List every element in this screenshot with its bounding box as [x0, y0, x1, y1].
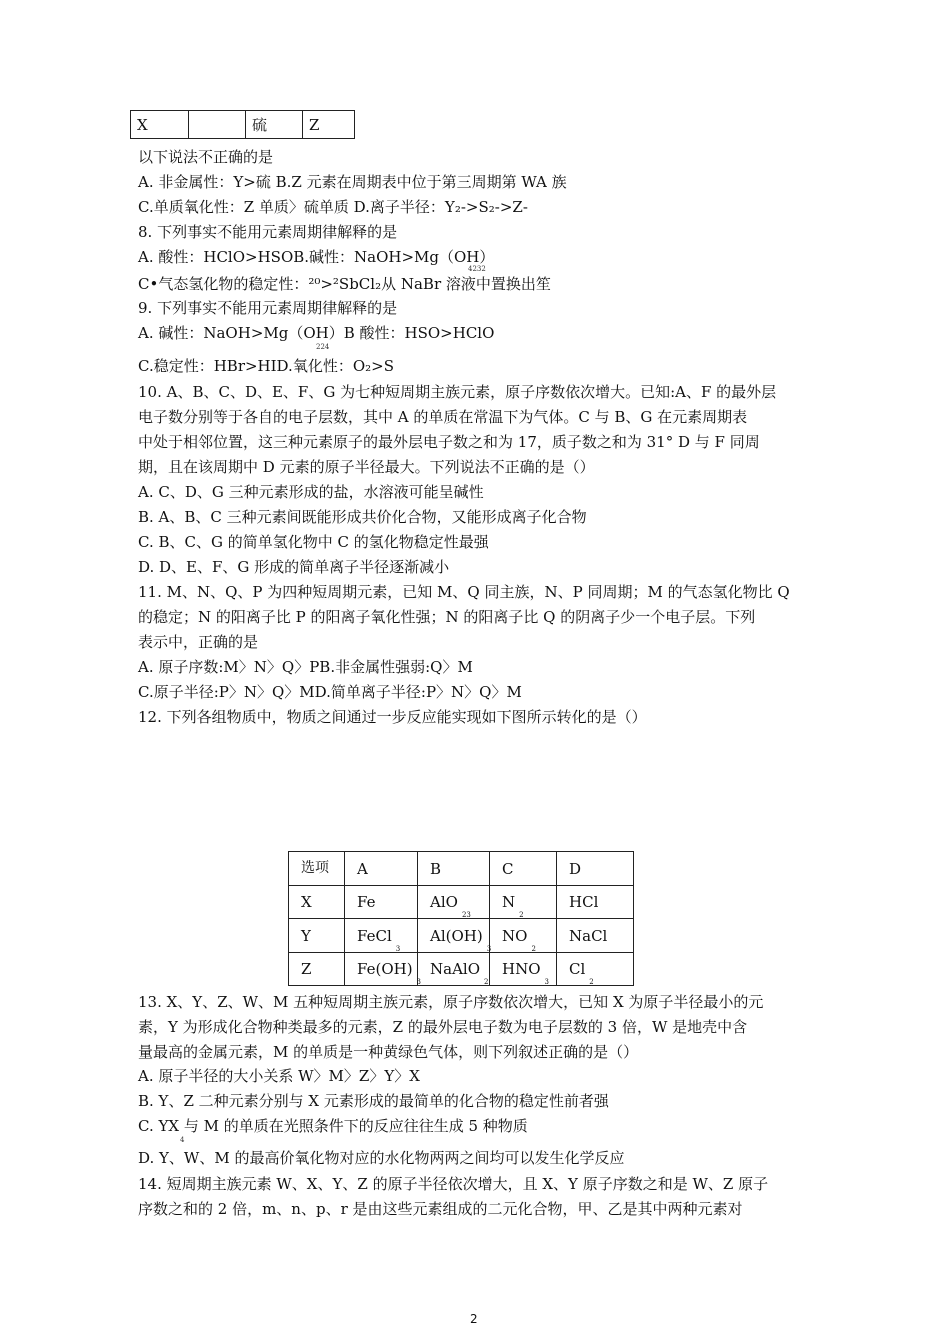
tiny-label: 4232 [468, 265, 486, 273]
table-cell: $N_2$ [490, 886, 557, 919]
text-line: C. YX 与 M 的单质在光照条件下的反应往往生成 5 种物质 [138, 1117, 528, 1135]
text-line: 14. 短周期主族元素 W、X、Y、Z 的原子半径依次增大，且 X、Y 原子序数之和是 W、Z 原子 [138, 1175, 769, 1193]
options-table [288, 851, 634, 986]
table-row [289, 919, 634, 953]
row-label: Y [289, 919, 345, 953]
text-line: C.稳定性：HBr>HID.氧化性：O₂>S [138, 357, 394, 375]
text-line: 12. 下列各组物质中，物质之间通过一步反应能实现如下图所示转化的是（） [138, 708, 647, 726]
text-line: 的稳定；N 的阳离子比 P 的阳离子氧化性强；N 的阳离子比 Q 的阴离子少一个电子层。下列 [138, 608, 756, 626]
table-cell: $HNO_3$ [490, 953, 557, 986]
text-line: A. 非金属性：Y>硫 B.Z 元素在周期表中位于第三周期第 WA 族 [138, 173, 567, 191]
text-line: A. 原子半径的大小关系 W〉M〉Z〉Y〉X [138, 1067, 420, 1085]
header-c: C [490, 852, 557, 886]
table-cell: $Fe(OH)_3$ [345, 953, 418, 986]
subscript: 3 [544, 978, 549, 986]
subscript: 2 [589, 978, 594, 986]
header-a: A [345, 852, 418, 886]
text-line: 8. 下列事实不能用元素周期律解释的是 [138, 223, 398, 241]
table-cell: $Cl_2$ [557, 953, 634, 986]
text-line: A. 碱性：NaOH>Mg（OH）B 酸性：HSO>HClO [138, 324, 495, 342]
cell-x: X [131, 111, 189, 139]
text-line: 序数之和的 2 倍，m、n、p、r 是由这些元素组成的二元化合物，甲、乙是其中两种元素对 [138, 1200, 743, 1218]
text-line: D. D、E、F、G 形成的简单离子半径逐渐减小 [138, 558, 450, 576]
table-cell: $Al(OH)_3$ [418, 919, 490, 953]
text-line: B. A、B、C 三种元素间既能形成共价化合物，又能形成离子化合物 [138, 508, 587, 526]
subscript: 3 [486, 944, 492, 953]
text-line: A. 酸性：HClO>HSOB.碱性：NaOH>Mg（OH） [138, 248, 495, 266]
table-row [289, 886, 634, 919]
header-b: B [418, 852, 490, 886]
text-line: 中处于相邻位置，这三种元素原子的最外层电子数之和为 17，质子数之和为 31° D 与 F 同周 [138, 433, 760, 451]
text-line: 电子数分别等于各自的电子层数，其中 A 的单质在常温下为气体。C 与 B、G 在元素周期表 [138, 408, 748, 426]
subscript: 3 [395, 944, 401, 953]
text-line: 10. A、B、C、D、E、F、G 为七种短周期主族元素，原子序数依次增大。已知:A、F 的最外层 [138, 383, 777, 401]
text-line: C•气态氢化物的稳定性：²⁰>²SbCl₂从 NaBr 溶液中置换出笙 [138, 275, 551, 293]
cell-sulfur: 硫 [246, 111, 303, 139]
table-cell: Fe [345, 886, 418, 919]
text-line: 素，Y 为形成化合物种类最多的元素，Z 的最外层电子数为电子层数的 3 倍，W 是地壳中含 [138, 1018, 748, 1036]
text-line: 以下说法不正确的是 [138, 148, 274, 166]
text-line: B. Y、Z 二种元素分别与 X 元素形成的最简单的化合物的稳定性前者强 [138, 1092, 609, 1110]
text-line: C.单质氧化性：Z 单质〉硫单质 D.离子半径：Y₂->S₂->Z- [138, 198, 528, 216]
tiny-label: 224 [316, 343, 330, 351]
text-line: A. C、D、G 三种元素形成的盐，水溶液可能呈碱性 [138, 483, 484, 501]
text-line: 量最高的金属元素，M 的单质是一种黄绿色气体，则下列叙述正确的是（） [138, 1043, 639, 1061]
subscript: 3 [416, 978, 422, 986]
table-cell: HCl [557, 886, 634, 919]
subscript: 23 [461, 911, 471, 919]
text-line: C.原子半径:P〉N〉Q〉MD.简单离子半径:P〉N〉Q〉M [138, 683, 522, 701]
text-line: 9. 下列事实不能用元素周期律解释的是 [138, 299, 398, 317]
table-cell: NaAlO$_2$ [418, 953, 490, 986]
table-cell: NaCl [557, 919, 634, 953]
cell-z: Z [303, 111, 355, 139]
table-cell: FeCl$_3$ [345, 919, 418, 953]
table-cell: AlO$_{23}$ [418, 886, 490, 919]
header-d: D [557, 852, 634, 886]
row-label: X [289, 886, 345, 919]
text-line: 11. M、N、Q、P 为四种短周期元素，已知 M、Q 同主族，N、P 同周期；M 的气态氢化物比 Q [138, 583, 790, 601]
text-line: 表示中，正确的是 [138, 633, 259, 651]
subscript: 2 [484, 978, 489, 986]
tiny-label: 4 [180, 1136, 185, 1144]
cell-blank [189, 111, 246, 139]
table-row [289, 953, 634, 986]
text-line: 13. X、Y、Z、W、M 五种短周期主族元素，原子序数依次增大，已知 X 为原子半径最小的元 [138, 993, 764, 1011]
header-option: 选项 [289, 852, 345, 886]
row-label: Z [289, 953, 345, 986]
text-line: A. 原子序数:M〉N〉Q〉PB.非金属性强弱:Q〉M [138, 658, 473, 676]
text-line: C. B、C、G 的简单氢化物中 C 的氢化物稳定性最强 [138, 533, 489, 551]
subscript: 2 [531, 944, 536, 953]
text-line: D. Y、W、M 的最高价氧化物对应的水化物两两之间均可以发生化学反应 [138, 1149, 625, 1167]
table-cell: $NO_2$ [490, 919, 557, 953]
element-position-table [130, 110, 355, 139]
text-line: 期，且在该周期中 D 元素的原子半径最大。下列说法不正确的是（） [138, 458, 595, 476]
page-number: 2 [470, 1312, 478, 1326]
subscript: 2 [519, 911, 524, 919]
